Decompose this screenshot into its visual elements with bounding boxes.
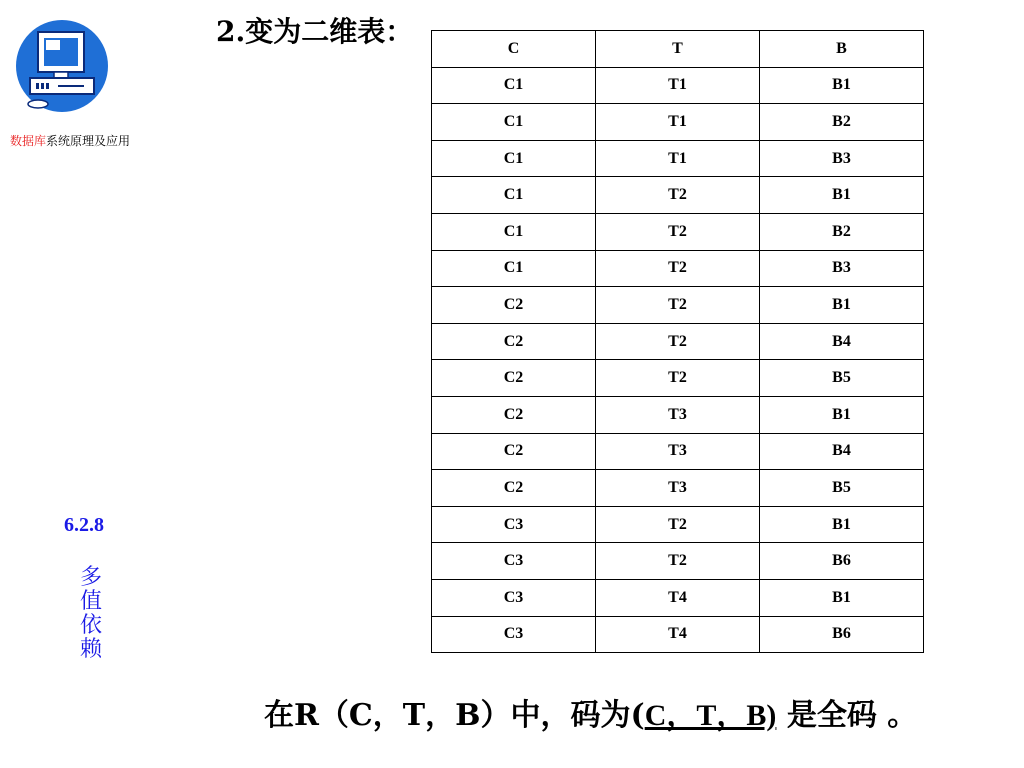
page-heading: 2.变为二维表： <box>216 15 414 48</box>
table-cell: B4 <box>760 323 924 360</box>
table-cell: C2 <box>432 470 596 507</box>
section-number: 6.2.8 <box>64 514 104 536</box>
conclusion-text <box>264 690 917 734</box>
table-row <box>432 213 924 250</box>
table-cell: T2 <box>596 543 760 580</box>
table-cell: C1 <box>432 104 596 141</box>
table-cell: T2 <box>596 287 760 324</box>
table-cell: T2 <box>596 506 760 543</box>
table-cell: T2 <box>596 177 760 214</box>
table-cell: B6 <box>760 616 924 653</box>
table-row <box>432 579 924 616</box>
table-cell: B2 <box>760 213 924 250</box>
brand-label-rest: 系统原理及应用 <box>46 134 131 148</box>
table-cell: C2 <box>432 360 596 397</box>
table-row <box>432 616 924 653</box>
table-cell: B5 <box>760 360 924 397</box>
table-cell: B1 <box>760 579 924 616</box>
table-row <box>432 323 924 360</box>
table-cell: B2 <box>760 104 924 141</box>
table-cell: C2 <box>432 433 596 470</box>
table-row <box>432 287 924 324</box>
table-cell: C1 <box>432 140 596 177</box>
conclusion-suffix: 是全码 。 <box>776 698 918 733</box>
table-cell: T3 <box>596 470 760 507</box>
table-row <box>432 360 924 397</box>
section-title: 多值依赖 <box>80 565 103 662</box>
table-cell: T2 <box>596 250 760 287</box>
table-cell: B6 <box>760 543 924 580</box>
table-cell: B1 <box>760 287 924 324</box>
brand-label-highlight: 数据库 <box>10 134 47 148</box>
table-row <box>432 396 924 433</box>
conclusion-key: C，T，B) <box>644 699 777 732</box>
table-cell: C1 <box>432 213 596 250</box>
table-cell: B4 <box>760 433 924 470</box>
table-cell: C1 <box>432 177 596 214</box>
column-header: C <box>432 31 596 68</box>
table-row <box>432 250 924 287</box>
table-cell: C3 <box>432 579 596 616</box>
table-cell: T4 <box>596 579 760 616</box>
table-row <box>432 67 924 104</box>
table-row <box>432 506 924 543</box>
table-cell: T2 <box>596 323 760 360</box>
table-cell: T2 <box>596 213 760 250</box>
table-cell: B1 <box>760 67 924 104</box>
table-row <box>432 433 924 470</box>
table-cell: C3 <box>432 543 596 580</box>
table-row <box>432 140 924 177</box>
table-cell: B3 <box>760 250 924 287</box>
table-row <box>432 470 924 507</box>
table-row <box>432 177 924 214</box>
table-cell: C2 <box>432 287 596 324</box>
table-header-row <box>432 31 924 68</box>
table-cell: T3 <box>596 396 760 433</box>
table-cell: B5 <box>760 470 924 507</box>
table-cell: T3 <box>596 433 760 470</box>
table-row <box>432 104 924 141</box>
table-cell: C2 <box>432 396 596 433</box>
table-cell: T4 <box>596 616 760 653</box>
table-cell: C1 <box>432 67 596 104</box>
table-cell: T2 <box>596 360 760 397</box>
table-cell: B1 <box>760 396 924 433</box>
table-cell: C3 <box>432 506 596 543</box>
table-cell: B1 <box>760 177 924 214</box>
table-row <box>432 543 924 580</box>
table-cell: T1 <box>596 67 760 104</box>
table-body <box>432 67 924 653</box>
table-cell: B1 <box>760 506 924 543</box>
table-cell: T1 <box>596 140 760 177</box>
table-cell: T1 <box>596 104 760 141</box>
column-header: T <box>596 31 760 68</box>
brand-label <box>10 132 130 149</box>
table-cell: C3 <box>432 616 596 653</box>
conclusion-prefix: 在R（C，T，B）中，码为( <box>264 698 645 733</box>
computer-logo-icon <box>14 18 110 114</box>
table-cell: C2 <box>432 323 596 360</box>
column-header: B <box>760 31 924 68</box>
table-cell: B3 <box>760 140 924 177</box>
relation-table <box>431 30 924 653</box>
table-cell: C1 <box>432 250 596 287</box>
